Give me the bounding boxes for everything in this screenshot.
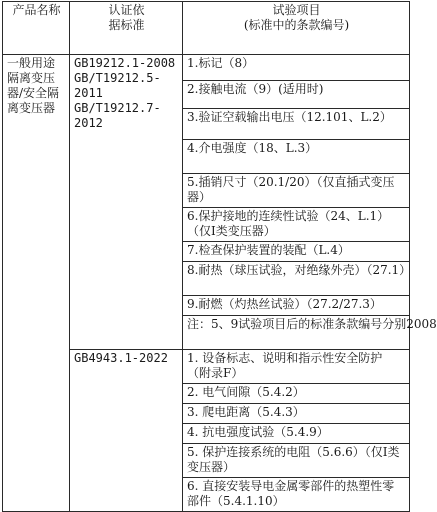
header-product-name: 产品名称 [3, 2, 70, 55]
test-item: 2.接触电流（9）(适用时) [183, 81, 410, 109]
header-items-line2: (标准中的条款编号) [243, 18, 350, 32]
test-item: 5.插销尺寸（20.1/20）（仅直插式变压器） [183, 174, 410, 208]
header-standard-line2: 据标准 [108, 18, 145, 32]
test-item: 4. 抗电强度试验（5.4.9） [183, 424, 410, 444]
test-item: 6.保护接地的连续性试验（24、L.1）（仅Ⅰ类变压器） [183, 208, 410, 242]
header-certification-standard [70, 2, 183, 55]
standard-cell-group1 [70, 55, 183, 350]
test-item: 6. 直接安装导电金属零部件的热塑性零部件（5.4.1.10） [183, 478, 410, 512]
header-standard-line1: 认证依 [108, 3, 145, 17]
standard-line: GB/T19212.7-2012 [74, 101, 161, 130]
header-row [3, 2, 410, 55]
test-item: 3. 爬电距离（5.4.3） [183, 404, 410, 424]
header-items-line1: 试验项目 [272, 3, 321, 17]
test-item: 2. 电气间隙（5.4.2） [183, 384, 410, 404]
test-item: 3.验证空载输出电压（12.101、L.2） [183, 109, 410, 140]
test-item: 5. 保护连接系统的电阻（5.6.6）（仅Ⅰ类变压器） [183, 444, 410, 478]
test-item: 7.检查保护装置的装配（L.4） [183, 242, 410, 262]
header-test-items [183, 2, 410, 55]
standard-cell-group2 [70, 350, 183, 512]
test-item: 1.标记（8） [183, 55, 410, 81]
test-item: 8.耐热（球压试验，对绝缘外壳）（27.1） [183, 262, 410, 296]
table-row [3, 55, 410, 81]
test-item: 4.介电强度（18、L.3） [183, 140, 410, 174]
test-item-note: 注：5、9试验项目后的标准条款编号分别2008 [183, 316, 410, 350]
standard-line: GB19212.1-2008 [74, 56, 176, 70]
certification-test-table [2, 1, 437, 512]
standard-line: GB/T19212.5-2011 [74, 71, 161, 100]
test-item: 9.耐燃（灼热丝试验）（27.2/27.3） [183, 296, 410, 316]
standard-line: GB4943.1-2022 [74, 351, 168, 365]
product-name-cell: 一般用途隔离变压器/安全隔离变压器 [3, 55, 70, 512]
test-item: 1. 设备标志、说明和指示性安全防护（附录F） [183, 350, 410, 384]
